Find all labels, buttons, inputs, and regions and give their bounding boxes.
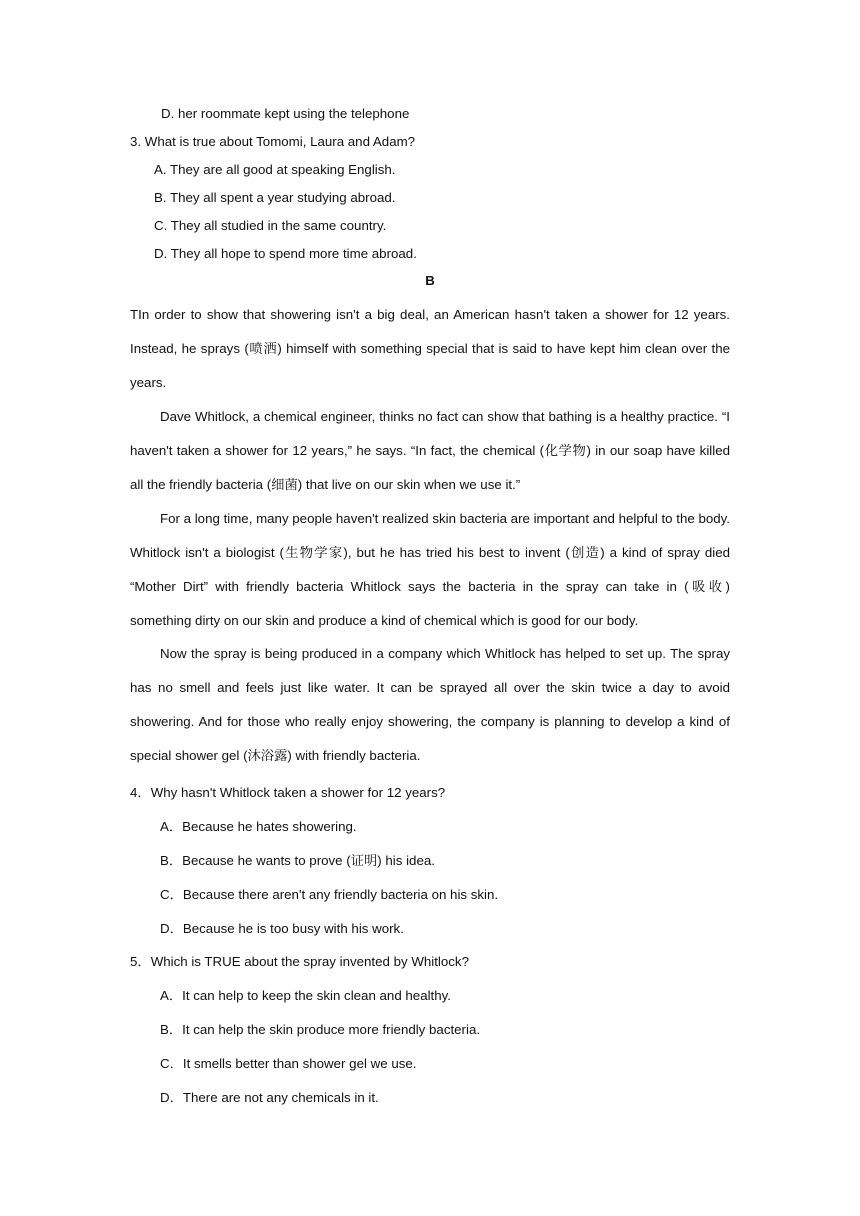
q5-option-c: C．It smells better than shower gel we use. (160, 1056, 417, 1071)
q4-question: 4．Why hasn't Whitlock taken a shower for 12 years? (130, 785, 446, 800)
q5-question: 5．Which is TRUE about the spray invented by Whitlock? (130, 954, 469, 969)
q3-option-d: D. They all hope to spend more time abroad. (154, 246, 417, 261)
q3-option-c: C. They all studied in the same country. (154, 218, 387, 233)
q4-option-a: A．Because he hates showering. (160, 819, 357, 834)
q4-option-d: D．Because he is too busy with his work. (160, 921, 404, 936)
q3-question: 3. What is true about Tomomi, Laura and Adam? (130, 134, 416, 149)
q5-option-a: A．It can help to keep the skin clean and healthy. (160, 988, 451, 1003)
passage-paragraph-4: Now the spray is being produced in a company which Whitlock has helped to set up. The spray has no smell and feels just like water. It can be sprayed all over the skin twice a day to avoid showering. And for those who really enjoy showering, the company is planning to develop a kind of special shower gel (沐浴露) with friendly bacteria. (130, 646, 730, 763)
passage-paragraph-2: Dave Whitlock, a chemical engineer, thinks no fact can show that bathing is a healthy practice. “I haven't taken a shower for 12 years,” he says. “In fact, the chemical (化学物) in our soap have killed all the friendly bacteria (细菌) that live on our skin when we use it.” (130, 409, 730, 492)
q4-option-b: B．Because he wants to prove (证明) his idea. (160, 853, 435, 868)
passage-paragraph-3: For a long time, many people haven't realized skin bacteria are important and helpful to the body. Whitlock isn't a biologist (生物学家), but he has tried his best to invent (创造) a kind of spray died “Mother Dirt” with friendly bacteria Whitlock says the bacteria in the spray can take in (吸收) something dirty on our skin and produce a kind of chemical which is good for our body. (130, 511, 730, 628)
q3-option-b: B. They all spent a year studying abroad. (154, 190, 396, 205)
section-heading: B (425, 273, 435, 288)
q5-option-b: B．It can help the skin produce more friendly bacteria. (160, 1022, 481, 1037)
q2-option-d: D. her roommate kept using the telephone (161, 106, 410, 121)
q3-option-a: A. They are all good at speaking English. (154, 162, 396, 177)
q5-option-d: D．There are not any chemicals in it. (160, 1090, 379, 1105)
passage-paragraph-1: TIn order to show that showering isn't a big deal, an American hasn't taken a shower for 12 years. Instead, he sprays (喷洒) himself with something special that is said to have kept him clean over the years. (130, 307, 730, 390)
q4-option-c: C．Because there aren't any friendly bacteria on his skin. (160, 887, 499, 902)
